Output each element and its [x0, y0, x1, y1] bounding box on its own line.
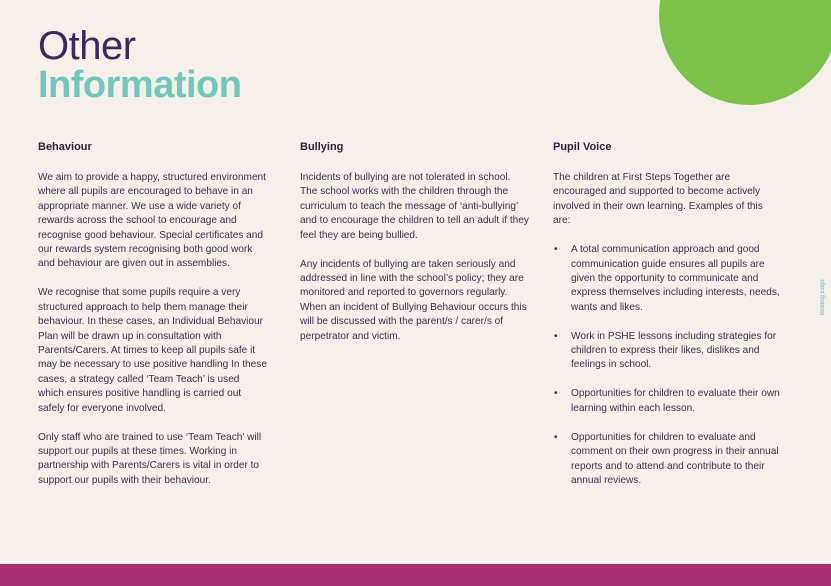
behaviour-paragraph: Only staff who are trained to use ‘Team Teach’ will support our pupils at these times. Working in partnership with Parents/Carers is vital in order to support our pupils with their behaviour.	[38, 431, 262, 486]
bullying-heading: Bullying	[300, 141, 344, 153]
decorative-green-circle	[659, 0, 831, 105]
behaviour-paragraph: We recognise that some pupils require a very structured approach to help them manage their behaviour. In these cases, an Individual Behaviour Plan will be drawn up in consultation with Parents/Carers. At times to keep all pupils safe it may be necessary to use positive handling In these cases, a strategy called ‘Team Teach’ is used which ensures positive handling is carried out safely for everyone involved.	[38, 287, 267, 414]
behaviour-paragraph: We aim to provide a happy, structured environment where all pupils are encouraged to behave in an appropriate manner. We use a wide variety of rewards across the school to encourage and recognise good behaviour. Special certificates and our rewards system recognising both good work and behaviour are given out in assemblies.	[38, 172, 266, 270]
list-item-text: A total communication approach and good communication guide ensures all pupils are given the opportunity to communicate and express themselves including interests, needs, wants and likes.	[571, 244, 780, 313]
bullet-icon: •	[554, 388, 558, 400]
list-item-text: Work in PSHE lessons including strategies for children to express their likes, dislikes and feelings in school.	[571, 330, 777, 371]
behaviour-column	[38, 140, 268, 503]
bullet-icon: •	[554, 330, 558, 342]
list-item	[553, 243, 783, 315]
bullying-paragraph: Incidents of bullying are not tolerated in school. The school works with the children through the curriculum to teach the message of ‘anti-bullying’ and to encourage the children to tell an adult if they feel they are being bullied.	[300, 172, 529, 241]
bullet-icon: •	[554, 244, 558, 256]
pupil-voice-intro: The children at First Steps Together are encouraged and supported to become actively involved in their own learning. Examples of this are:	[553, 172, 763, 227]
list-item-text: Opportunities for children to evaluate their own learning within each lesson.	[571, 388, 780, 414]
page-title-line2: Information	[38, 64, 242, 106]
bullet-icon: •	[554, 431, 558, 443]
pupil-voice-list	[553, 243, 783, 488]
bullying-column	[300, 140, 530, 358]
list-item-text: Opportunities for children to evaluate and comment on their own progress in their annual reports and to attend and contribute to their annual reviews.	[571, 431, 779, 486]
page-title-line1: Other	[38, 24, 136, 68]
behaviour-heading: Behaviour	[38, 141, 92, 153]
list-item	[553, 431, 783, 489]
pupil-voice-column	[553, 140, 783, 503]
list-item	[553, 387, 783, 416]
list-item	[553, 330, 783, 373]
footer-bar	[0, 564, 831, 586]
bullying-paragraph: Any incidents of bullying are taken seriously and addressed in line with the school’s policy; they are monitored and reported to governors regularly. When an incident of Bullying Behaviour occurs this will be discussed with the parent/s / carer/s of perpetrator and victim.	[300, 258, 527, 342]
pupil-voice-heading: Pupil Voice	[553, 141, 612, 153]
binding-edge-label: Binding Edge	[820, 279, 826, 315]
